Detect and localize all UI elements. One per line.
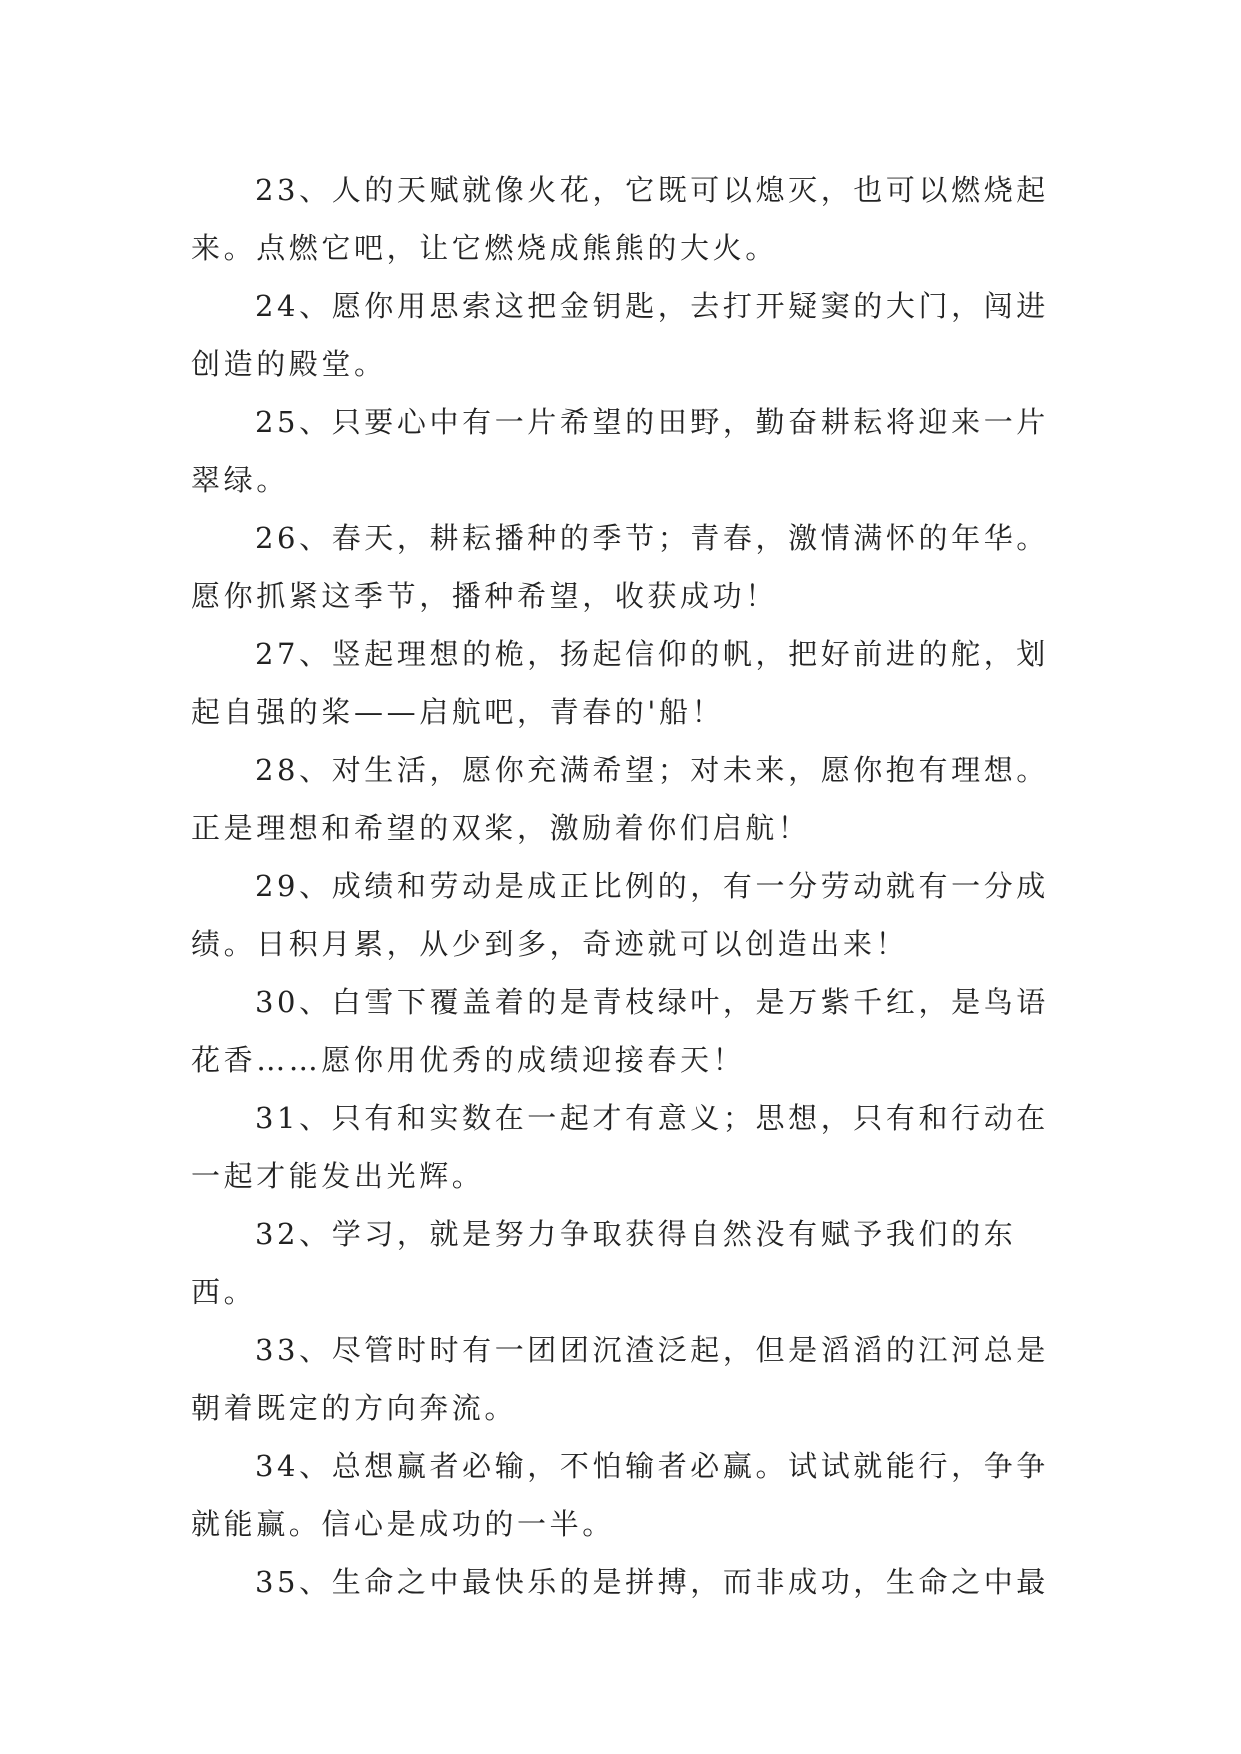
paragraph-30: 30、白雪下覆盖着的是青枝绿叶，是万紫千红，是鸟语花香……愿你用优秀的成绩迎接春天！ [191,985,1049,1077]
paragraph-29: 29、成绩和劳动是成正比例的，有一分劳动就有一分成绩。日积月累，从少到多，奇迹就可以创造出来！ [191,869,1049,961]
paragraph-31: 31、只有和实数在一起才有意义；思想，只有和行动在一起才能发出光辉。 [191,1101,1049,1193]
paragraph-24: 24、愿你用思索这把金钥匙，去打开疑窦的大门，闯进创造的殿堂。 [191,289,1049,381]
paragraph-27: 27、竖起理想的桅，扬起信仰的帆，把好前进的舵，划起自强的桨——启航吧，青春的'船！ [191,637,1049,729]
document-body [191,161,1061,1611]
paragraph-23: 23、人的天赋就像火花，它既可以熄灭，也可以燃烧起来。点燃它吧，让它燃烧成熊熊的大火。 [191,173,1049,265]
paragraph-33: 33、尽管时时有一团团沉渣泛起，但是滔滔的江河总是朝着既定的方向奔流。 [191,1333,1049,1425]
paragraph-35: 35、生命之中最快乐的是拼搏，而非成功，生命之中最 [255,1565,1049,1599]
paragraph-28: 28、对生活，愿你充满希望；对未来，愿你抱有理想。正是理想和希望的双桨，激励着你们启航！ [191,753,1049,845]
paragraph-26: 26、春天，耕耘播种的季节；青春，激情满怀的年华。愿你抓紧这季节，播种希望，收获成功！ [191,521,1049,613]
paragraph-25: 25、只要心中有一片希望的田野，勤奋耕耘将迎来一片翠绿。 [191,405,1049,497]
paragraph-32: 32、学习，就是努力争取获得自然没有赋予我们的东西。 [191,1217,1017,1309]
paragraph-34: 34、总想赢者必输，不怕输者必赢。试试就能行，争争就能赢。信心是成功的一半。 [191,1449,1049,1541]
